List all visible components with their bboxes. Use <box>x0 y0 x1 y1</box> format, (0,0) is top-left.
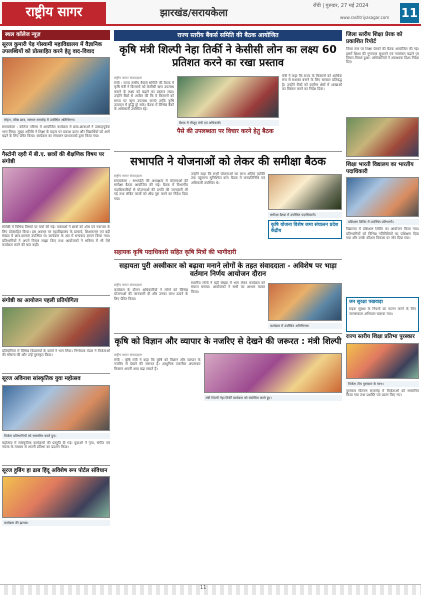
bottom-headline: कृषि को विज्ञान और व्यापार के नजरिए से देखने की जरूरत : मंत्री शिल्पी <box>114 336 342 347</box>
photo-caption: कार्यक्रम में उपस्थित अतिथिगण। <box>268 323 342 329</box>
article-body: मंत्री ने कहा कि राज्य के किसानों को आर्थिक रूप से सशक्त बनाने के लिए सरकार प्रतिबद्ध है। उन्होंने बैंकों को ग्रामीण क्षेत्रों में शाखाओं का विस्तार करने का निर्देश दिया। <box>282 74 342 92</box>
lead-photo <box>177 76 279 118</box>
article-photo <box>2 167 110 223</box>
article-headline: जिला स्तरीय शिक्षा प्रेरक को प्रकाशित रिपोर्ट <box>346 32 403 45</box>
article-headline: राज्य स्तरीय शिक्षा प्रतिभा पुरस्कार <box>346 334 415 341</box>
article-body: रांची : कृषि मंत्री ने कहा कि कृषि को विज्ञान और व्यापार के नजरिए से देखने की जरूरत है। आधुनिक तकनीक अपनाकर किसान अपनी आय बढ़ा सकते हैं। <box>114 357 201 371</box>
photo-caption: मंत्री शिल्पी नेहा तिर्की कार्यक्रम को संबोधित करते हुए। <box>204 395 342 401</box>
article-body: संगोष्ठी में विभिन्न विषयों पर चर्चा की गई। वक्ताओं ने छात्रों को शोध एवं नवाचार के लिए प्रोत्साहित किया। इस अवसर पर महाविद्यालय के प्राचार्य, शिक्षकगण एवं बड़ी संख्या में छात्र-छात्राएं उपस्थित थे। कार्यक्रम के अंत में धन्यवाद ज्ञापन किया गया। प्रतिभागियों ने अपने विचार साझा किए तथा आयोजकों ने भविष्य में भी ऐसे कार्यक्रम करने की बात कही। <box>2 225 110 247</box>
section-name: झारखंड/सरायकेला <box>160 8 228 19</box>
byline: राष्ट्रीय सागर संवाददाता <box>114 174 143 178</box>
quote-box <box>268 220 342 239</box>
article-photo <box>268 174 342 210</box>
info-box-body: सड़क सुरक्षा के नियमों का पालन करने के लिए जागरूकता अभियान चलाया गया। <box>349 307 416 316</box>
third-headline: सहायता पुरी अस्वीकार को बढ़ावा मनाने लोगों के तहत संवाददाता - अविशेष पर भाड़ा वर्तमान निर्णय आयोजन दौरान <box>119 262 337 279</box>
sub-headline: सहायक कृषि पदाधिकारी सहित कृषि मित्रों की भागीदारी <box>114 249 237 256</box>
divider <box>2 373 110 374</box>
info-box <box>346 297 419 332</box>
divider <box>2 295 110 296</box>
left-column <box>2 30 110 580</box>
article-body: सरायकेला : कॉलेज परिसर में आयोजित कार्यक्रम में छात्र-छात्राओं ने उत्साहपूर्वक भाग लिया। मुख्य अतिथि ने शिक्षा के महत्व पर प्रकाश डाला और विद्यार्थियों को आगे बढ़ने के लिए प्रेरित किया। कार्यक्रम का संचालन प्राध्यापकों द्वारा किया गया। <box>2 125 110 138</box>
article-body: स्थानीय लोगों ने बड़ी संख्या में भाग लेकर कार्यक्रम को सफल बनाया। आयोजकों ने सभी का आभार व्यक्त किया। <box>191 280 265 294</box>
article-body: महोत्सव में सांस्कृतिक कार्यक्रमों की प्रस्तुति दी गई। युवाओं ने नृत्य, संगीत एवं नाटक के माध्यम से अपनी प्रतिभा का प्रदर्शन किया। <box>2 440 110 449</box>
section-label: स्थल कॉलेज न्यूज़ <box>2 30 110 40</box>
top-banner: राज्य स्तरीय बैंकर्स समिति की बैठक आयोजित <box>114 30 342 41</box>
byline: राष्ट्रीय सागर संवाददाता <box>114 352 143 357</box>
masthead <box>0 0 421 26</box>
third-story-row <box>114 281 342 331</box>
byline: राष्ट्रीय सागर संवाददाता <box>114 76 143 80</box>
article-headline: शिक्षा भारती विद्यालय का भारतीय पदाधिकारी <box>346 162 414 175</box>
article-body: विद्यालय में प्रशिक्षण शिविर का आयोजन किया गया। प्रतिभागियों को विभिन्न गतिविधियों का प्रशिक्षण दिया गया और उनके कौशल विकास पर जोर दिया गया। <box>346 227 419 241</box>
article-body: जिला स्तर पर शिक्षा प्रेरकों की बैठक आयोजित की गई। इसमें शिक्षा की गुणवत्ता सुधारने एवं नामांकन बढ़ाने पर विचार-विमर्श हुआ। अधिकारियों ने आवश्यक दिशा-निर्देश दिए। <box>346 47 419 65</box>
photo-caption: विजेता टीम पुरस्कार के साथ। <box>346 381 419 387</box>
article-headline: सूरज हुबिंग हा ढाब हिंदू अविशेष रूप पोर्टल संविधान <box>2 467 108 474</box>
article-photo <box>346 117 419 157</box>
article-body: प्रतियोगिता में विभिन्न विद्यालयों के छात्रों ने भाग लिया। निर्णायक मंडल ने विजेताओं की घोषणा की और उन्हें पुरस्कृत किया। <box>2 348 110 358</box>
second-story-row <box>114 172 342 247</box>
article-photo <box>268 283 342 321</box>
article-body: पुरस्कार वितरण समारोह में विजेताओं को सम्मानित किया गया तथा प्रशस्ति पत्र प्रदान किए गए। <box>346 388 419 398</box>
photo-caption: समीक्षा बैठक में उपस्थित पदाधिकारी। <box>268 212 342 218</box>
photo-caption: कार्यक्रम की झलक। <box>2 520 110 526</box>
second-headline: सभापति ने योजनाओं को लेकर की समीक्षा बैठक <box>130 155 326 168</box>
info-box-title: जन सुरक्षा पखवाड़ा <box>349 300 383 306</box>
divider <box>2 149 110 150</box>
quote-box-text: कृषि योजना विशेष जमा संचालन प्रदेश केंद्रीय <box>271 223 339 234</box>
article-photo <box>2 307 110 347</box>
divider <box>114 151 342 152</box>
photo-caption: मोहन, वरिष्ठ छात्र, सम्मान समारोह में उपस्थित अतिथिगण। <box>2 117 110 123</box>
sub-headline: पैसे की उपलब्धता पर विचार करने हेतु बैठक <box>177 128 274 135</box>
photo-caption: विजेता प्रतिभागियों को सम्मानित करते हुए। <box>2 433 110 439</box>
middle-column <box>114 30 342 580</box>
footer-strip <box>0 584 421 595</box>
bottom-story-row <box>114 351 342 403</box>
divider <box>114 333 342 334</box>
city-date: राँची | गुरुवार, 27 मई 2024 <box>313 3 369 9</box>
article-photo <box>2 385 110 431</box>
article-headline: गैस्टोनी रहरी में बी.ए. छात्रों की शैक्षणिक विषय पर संगोष्ठी <box>2 152 105 165</box>
article-body: सरायकेला : सभापति की अध्यक्षता में योजनाओं की समीक्षा बैठक आयोजित की गई। बैठक में विभागीय पदाधिकारियों से योजनाओं की प्रगति की जानकारी ली गई तथा लंबित कार्यों को शीघ्र पूरा करने का निर्देश दिया गया। <box>114 179 188 201</box>
article-body: रांची : राज्य स्तरीय बैंकर्स समिति की बैठक में कृषि मंत्री ने किसानों को केसीसी ऋण उपलब्ध कराने के लक्ष्य को बढ़ाने का प्रस्ताव रखा। उन्होंने बैंकों से अपील की कि वे किसानों को समय पर ऋण उपलब्ध कराएं ताकि कृषि उत्पादन में वृद्धि हो सके। बैठक में विभिन्न बैंकों के अधिकारी उपस्थित रहे। <box>114 81 174 112</box>
divider <box>114 259 342 260</box>
website: www.rashtriyasagar.com <box>340 15 390 20</box>
divider <box>2 465 110 466</box>
article-photo <box>204 353 342 393</box>
article-headline: सूरज अविनाश सांस्कृतिक युवा महोत्सव <box>2 375 81 382</box>
article-photo <box>2 476 110 518</box>
article-headline: सूरज कुमारी पेड़ गोस्वामी महाविद्यालय में वैज्ञानिक उपलब्धियों को प्रोत्साहित करने हेतु वाद-विवाद <box>2 42 102 55</box>
article-photo <box>346 343 419 379</box>
photo-caption: बैठक में मौजूद मंत्री एवं अधिकारी। <box>177 120 279 126</box>
article-body: उन्होंने कहा कि सभी योजनाओं का लाभ अंतिम व्यक्ति तक पहुंचाना सुनिश्चित करें। बैठक में जनप्रतिनिधि एवं अधिकारी उपस्थित थे। <box>191 172 265 185</box>
newspaper-brand: राष्ट्रीय सागर <box>2 2 106 24</box>
main-headline: कृषि मंत्री शिल्पी नेहा तिर्की ने केसीसी लोन का लक्ष्य 60 प्रतिशत करने का रखा प्रस्ताव <box>119 44 337 69</box>
footer-page-marker: 11 <box>200 585 207 591</box>
page-number: 11 <box>400 3 419 23</box>
right-column <box>346 30 419 580</box>
article-headline: संगोष्ठी का आयोजन पहली प्रतियोगिता <box>2 298 79 305</box>
byline: राष्ट्रीय सागर संवाददाता <box>114 282 143 287</box>
article-photo <box>2 57 110 115</box>
lead-story-row <box>114 74 342 149</box>
photo-caption: प्रशिक्षण शिविर में उपस्थित प्रतिभागी। <box>346 219 419 225</box>
article-body: कार्यक्रम के दौरान अधिकारियों ने लोगों को विभिन्न योजनाओं की जानकारी दी और उनका लाभ उठाने के लिए प्रेरित किया। <box>114 287 188 301</box>
divider <box>346 159 419 160</box>
article-photo <box>346 177 419 217</box>
